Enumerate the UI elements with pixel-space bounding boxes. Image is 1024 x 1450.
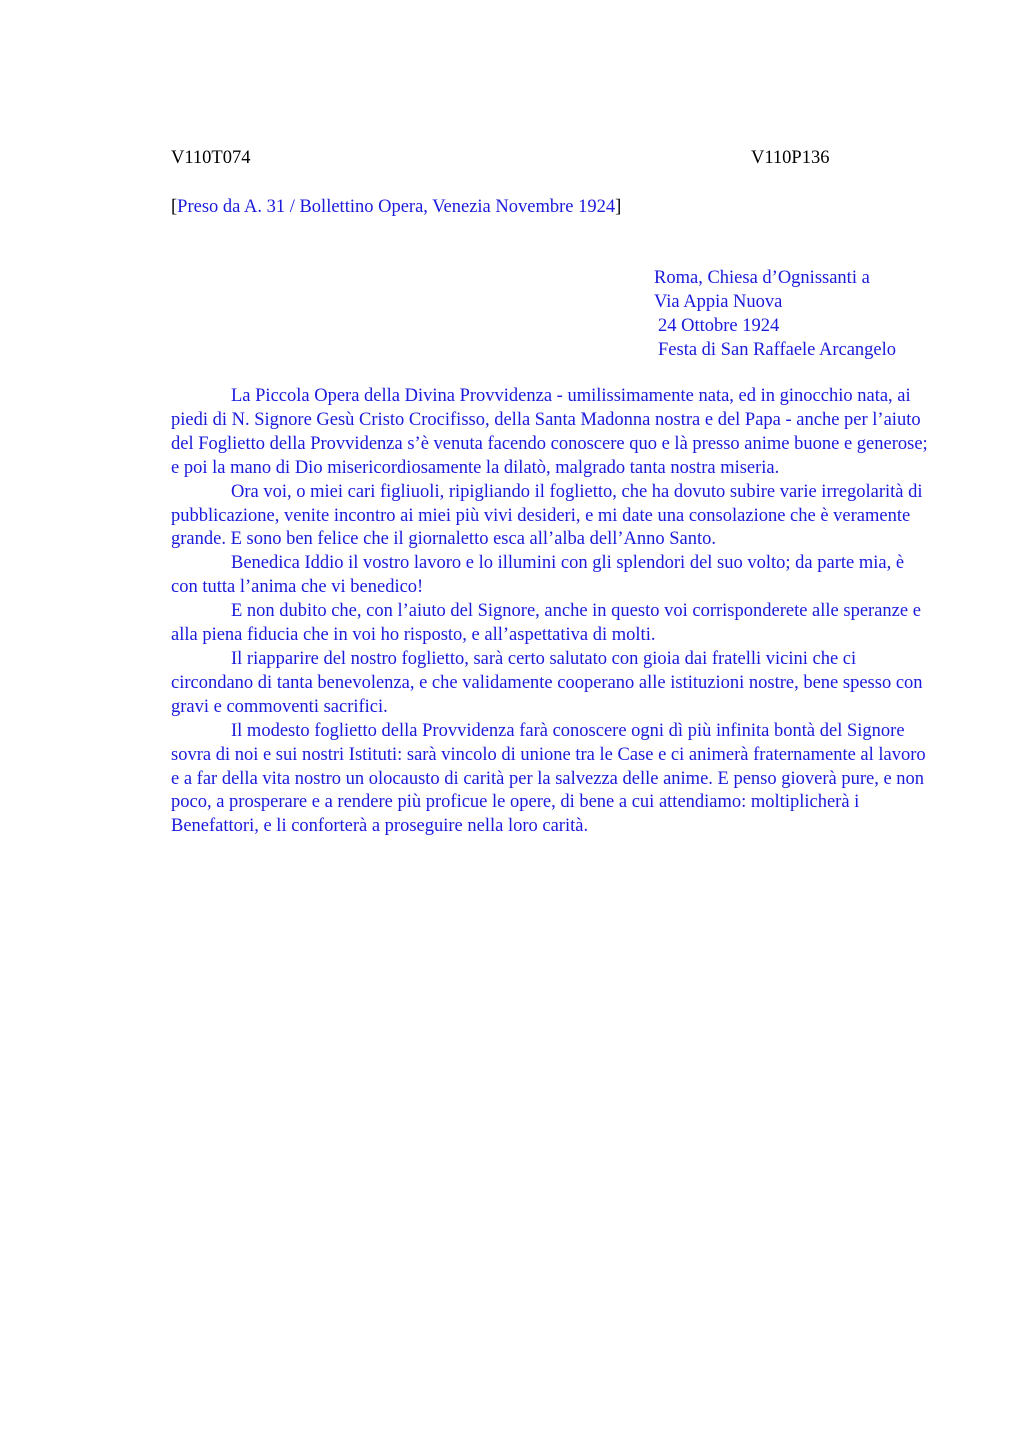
paragraph: Il riapparire del nostro foglietto, sarà certo salutato con gioia dai fratelli vicini che ci circondano di tanta benevolenza, e che validamente cooperano alle istituzioni nostre, bene spesso con gravi e commoventi sacrifici. (171, 648, 923, 717)
document-code-right: V110P136 (751, 148, 830, 168)
dateline-place: Roma, Chiesa d’Ognissanti a (654, 268, 870, 288)
paragraph: Il modesto foglietto della Provvidenza farà conoscere ogni dì più infinita bontà del Signore sovra di noi e sui nostri Istituti: sarà vincolo di unione tra le Case e ci animerà fraternamente al lavoro e a far della vita nostro un olocausto di carità per la salvezza delle anime. E penso gioverà pure, e non poco, a prosperare e a rendere più proficue le opere, di bene a cui attendiamo: moltiplicherà i Benefattori, e li conforterà a proseguire nella loro carità. (171, 720, 926, 837)
dateline-feast: Festa di San Raffaele Arcangelo (658, 340, 897, 360)
source-note (171, 196, 621, 218)
paragraph: Ora voi, o miei cari figliuoli, ripigliando il foglietto, che ha dovuto subire varie irregolarità di pubblicazione, venite incontro ai miei più vivi desideri, e mi date una consolazione che è veramente grande. E sono ben felice che il giornaletto esca all’alba dell’Anno Santo. (171, 481, 923, 550)
document-code-left: V110T074 (171, 148, 251, 168)
source-close-bracket: ] (615, 197, 622, 217)
source-open-bracket: [ (171, 197, 178, 217)
paragraph: La Piccola Opera della Divina Provvidenza - umilissimamente nata, ed in ginocchio nata, ai piedi di N. Signore Gesù Cristo Crocifisso, della Santa Madonna nostra e del Papa - anche per l’aiuto del Foglietto della Provvidenza s’è venuta facendo conoscere quo e là presso anime buone e generose; e poi la mano di Dio misericordiosamente la dilatò, malgrado tanta nostra miseria. (171, 386, 928, 478)
letter-body (171, 385, 931, 839)
dateline-date: 24 Ottobre 1924 (658, 316, 780, 336)
dateline-street: Via Appia Nuova (654, 292, 783, 312)
dateline (654, 266, 896, 362)
source-text: Preso da A. 31 / Bollettino Opera, Venezia Novembre 1924 (177, 197, 616, 217)
paragraph: Benedica Iddio il vostro lavoro e lo illumini con gli splendori del suo volto; da parte mia, è con tutta l’anima che vi benedico! (171, 553, 905, 598)
paragraph: E non dubito che, con l’aiuto del Signore, anche in questo voi corrisponderete alle speranze e alla piena fiducia che in voi ho risposto, e all’aspettativa di molti. (171, 601, 921, 646)
